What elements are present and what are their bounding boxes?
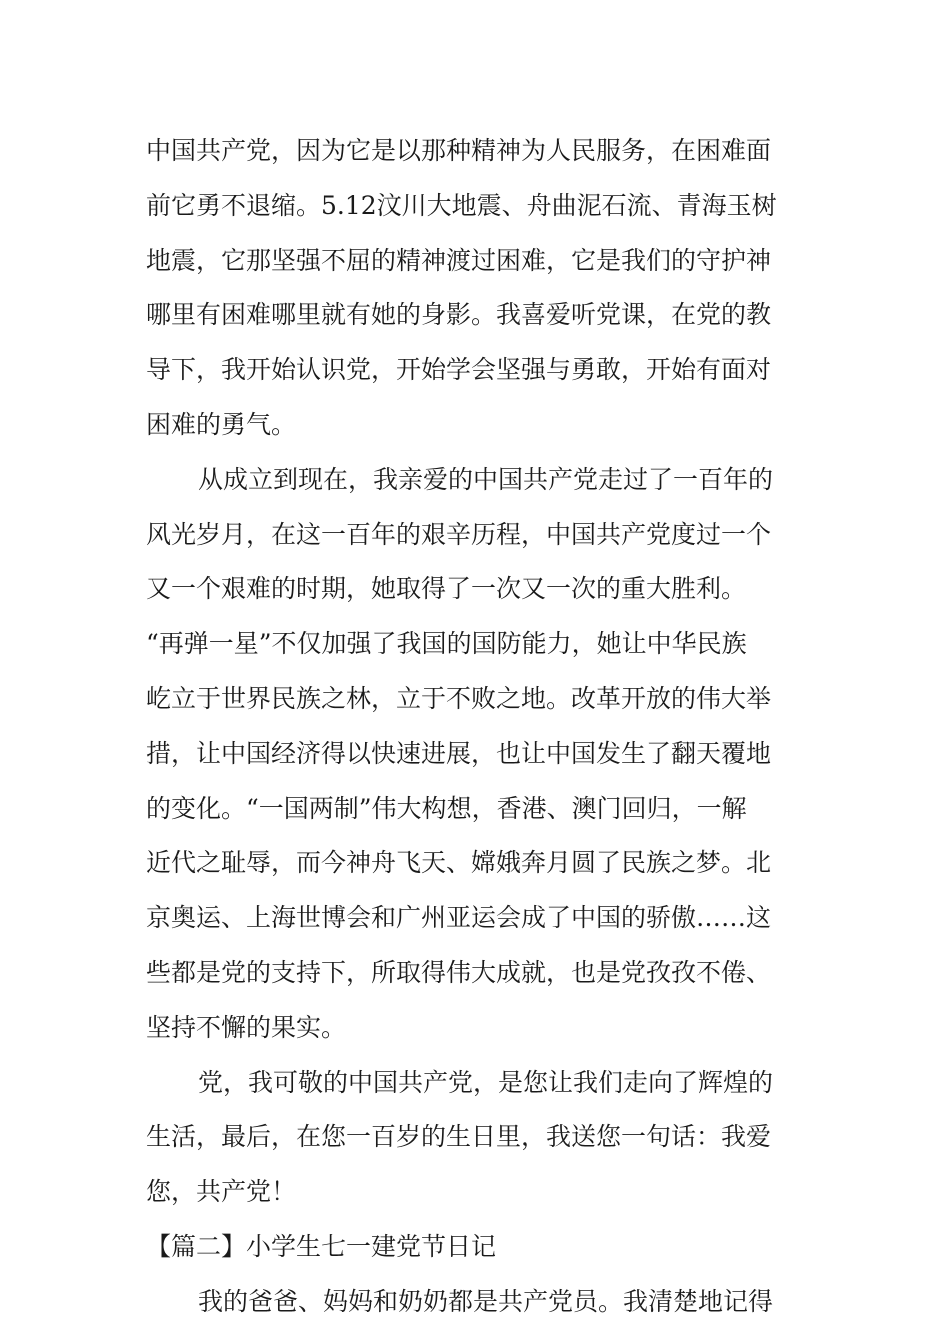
- text-line: 前它勇不退缩。5.12汶川大地震、舟曲泥石流、青海玉树: [146, 190, 777, 220]
- paragraph-start-line: 我的爸爸、妈妈和奶奶都是共产党员。我清楚地记得: [198, 1286, 774, 1316]
- section-heading: 【篇二】小学生七一建党节日记: [146, 1231, 497, 1261]
- text-line: 生活，最后，在您一百岁的生日里，我送您一句话：我爱: [146, 1122, 772, 1152]
- text-line: 的变化。“一国两制”伟大构想，香港、澳门回归，一解: [146, 793, 747, 823]
- text-line: 屹立于世界民族之林，立于不败之地。改革开放的伟大举: [146, 683, 772, 713]
- text-line: 近代之耻辱，而今神舟飞天、嫦娥奔月圆了民族之梦。北: [146, 848, 772, 878]
- paragraph-start-line: 从成立到现在，我亲爱的中国共产党走过了一百年的: [198, 464, 774, 494]
- text-line: 地震，它那坚强不屈的精神渡过困难，它是我们的守护神: [146, 245, 772, 275]
- document-body: [146, 124, 810, 1330]
- text-line: 导下，我开始认识党，开始学会坚强与勇敢，开始有面对: [146, 355, 772, 385]
- text-line: 风光岁月，在这一百年的艰辛历程，中国共产党度过一个: [146, 519, 772, 549]
- text-line: 哪里有困难哪里就有她的身影。我喜爱听党课，在党的教: [146, 300, 772, 330]
- text-line: 些都是党的支持下，所取得伟大成就，也是党孜孜不倦、: [146, 957, 772, 987]
- text-line: 困难的勇气。: [146, 409, 297, 439]
- text-line: 措，让中国经济得以快速进展，也让中国发生了翻天覆地: [146, 738, 772, 768]
- text-line: 中国共产党，因为它是以那种精神为人民服务，在困难面: [146, 136, 772, 165]
- paragraph-start-line: 党，我可敬的中国共产党，是您让我们走向了辉煌的: [198, 1067, 774, 1097]
- text-line: 京奥运、上海世博会和广州亚运会成了中国的骄傲……这: [146, 903, 772, 933]
- text-line: 坚持不懈的果实。: [146, 1012, 347, 1042]
- text-line: 您，共产党！: [146, 1177, 297, 1207]
- text-line: “再弹一星”不仅加强了我国的国防能力，她让中华民族: [146, 629, 747, 659]
- text-line: 又一个艰难的时期，她取得了一次又一次的重大胜利。: [146, 574, 747, 604]
